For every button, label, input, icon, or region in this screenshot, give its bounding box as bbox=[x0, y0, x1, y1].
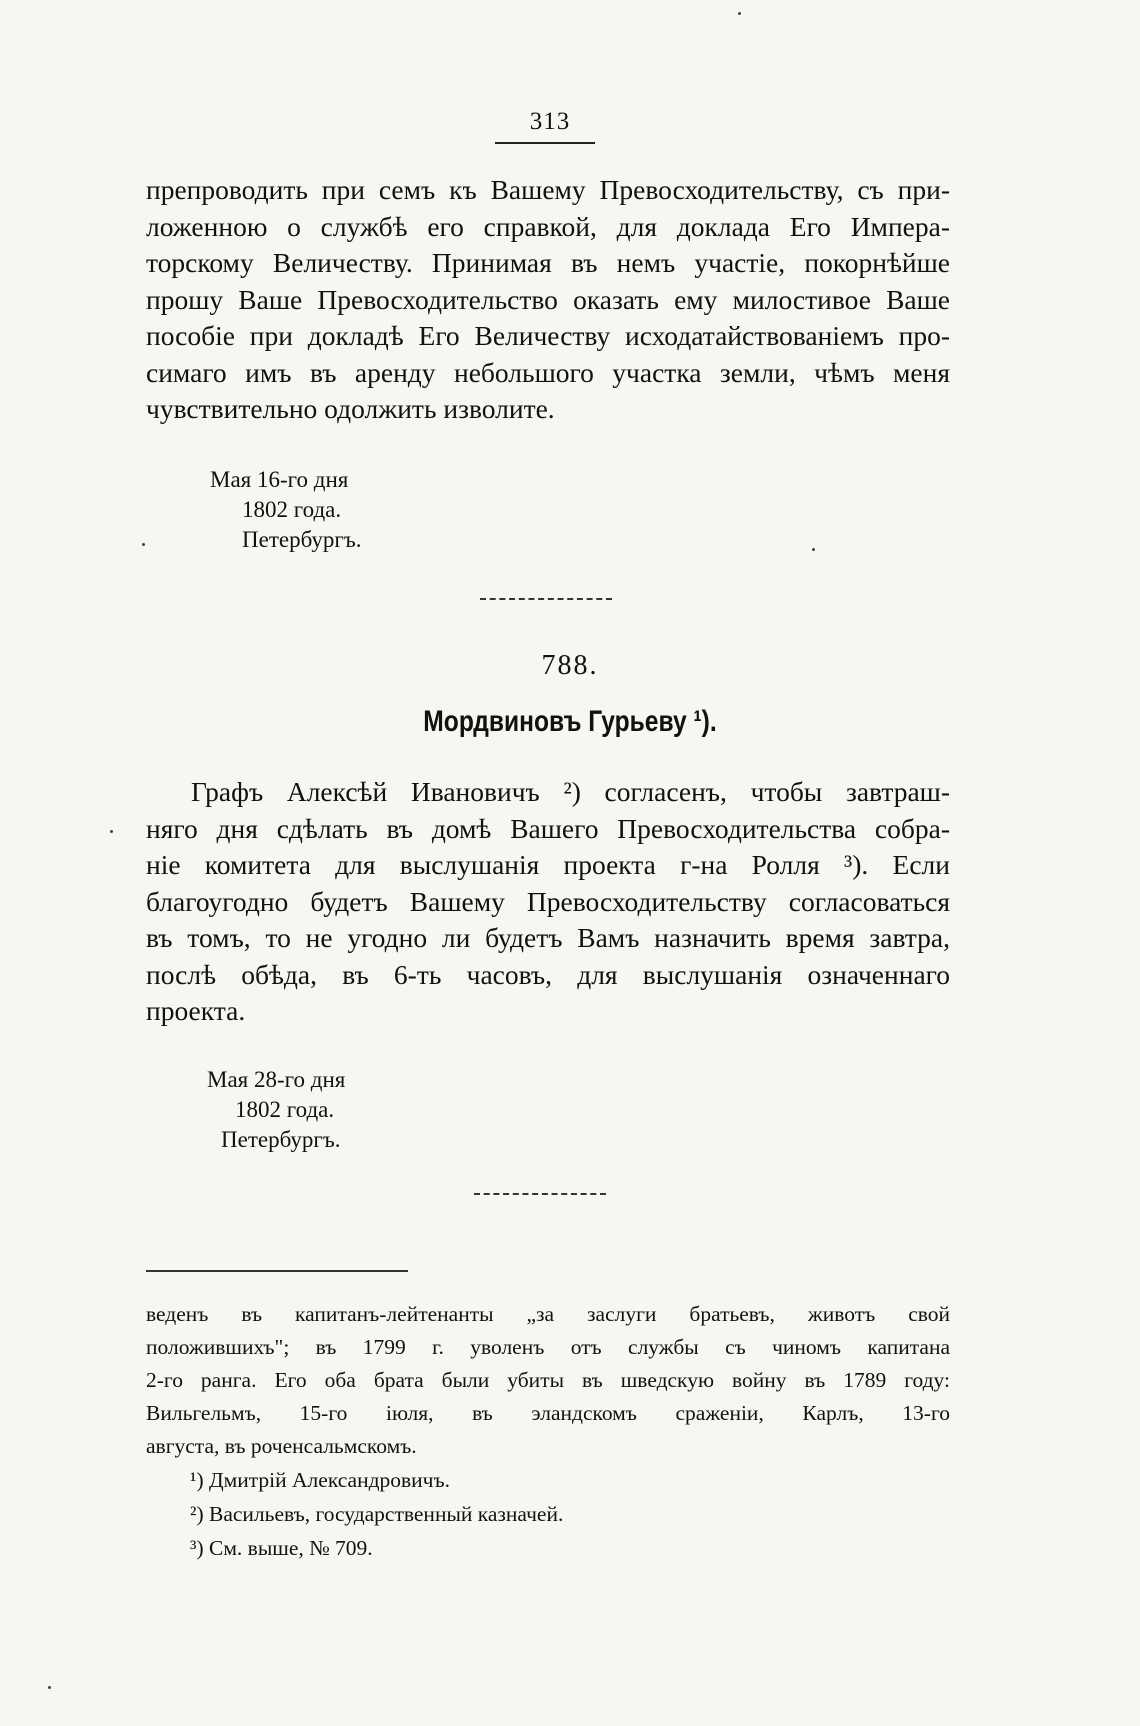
document-year: 1802 года. bbox=[235, 1097, 335, 1122]
letter1-place: Петербургъ. bbox=[242, 527, 362, 552]
footnote-continuation-line: Вильгельмъ, 15-го іюля, въ эландскомъ сраженіи, Карлъ, 13-го bbox=[146, 1401, 950, 1425]
letter1-dateline bbox=[210, 465, 361, 555]
text-line: ложенною о службѣ его справкой, для доклада Его Импера- bbox=[146, 210, 950, 242]
footnote-2: ²) Васильевъ, государственный казначей. bbox=[190, 1502, 564, 1526]
text-line: въ томъ, то не угодно ли будетъ Вамъ назначить время завтра, bbox=[146, 922, 950, 953]
document-number: 788. bbox=[541, 650, 599, 681]
scan-speck bbox=[110, 830, 113, 833]
scan-speck bbox=[48, 1686, 51, 1689]
scan-speck bbox=[142, 543, 145, 546]
document-date: Мая 28-го дня bbox=[207, 1067, 346, 1092]
footnote-continuation-line: веденъ въ капитанъ-лейтенанты „за заслуги братьевъ, животъ свой bbox=[146, 1302, 950, 1326]
document-body bbox=[146, 774, 950, 1030]
text-line: пособіе при докладѣ Его Величеству исходатайствованіемъ про- bbox=[146, 320, 950, 351]
text-line: благоугодно будетъ Вашему Превосходительству согласоваться bbox=[146, 885, 950, 917]
text-line: няго дня сдѣлать въ домѣ Вашего Превосходительства собра- bbox=[146, 812, 950, 844]
footnote-1: ¹) Дмитрій Александровичъ. bbox=[190, 1468, 450, 1492]
document-dateline bbox=[207, 1065, 345, 1155]
letter-continuation bbox=[146, 172, 950, 428]
document-title: Мордвиновъ Гурьеву ¹). bbox=[423, 705, 717, 738]
document-paragraph bbox=[146, 774, 950, 1030]
page-number: 313 bbox=[529, 108, 571, 135]
letter1-date: Мая 16-го дня bbox=[210, 467, 349, 492]
footnote-continuation-line: августа, въ роченсальмскомъ. bbox=[146, 1434, 417, 1458]
scan-speck bbox=[812, 548, 815, 551]
text-line: чувствительно одолжить изволите. bbox=[146, 393, 555, 424]
letter-continuation-paragraph bbox=[146, 172, 950, 428]
scan-speck bbox=[738, 12, 741, 15]
section-divider bbox=[480, 598, 612, 600]
document-place: Петербургъ. bbox=[221, 1127, 341, 1152]
text-line: препроводить при семъ къ Вашему Превосходительству, съ при- bbox=[146, 174, 950, 205]
letter1-year: 1802 года. bbox=[242, 497, 342, 522]
text-line: Графъ Алексѣй Ивановичъ ²) согласенъ, чтобы завтраш- bbox=[191, 776, 950, 807]
text-line: торскому Величеству. Принимая въ немъ участіе, покорнѣйше bbox=[146, 247, 950, 278]
footnote-continuation-line: 2-го ранга. Его оба брата были убиты въ шведскую войну въ 1789 году: bbox=[146, 1368, 950, 1392]
text-line: симаго имъ въ аренду небольшого участка земли, чѣмъ меня bbox=[146, 356, 950, 388]
footnote-rule bbox=[146, 1270, 408, 1272]
text-line: ніе комитета для выслушанія проекта г-на Ролля ³). Если bbox=[146, 849, 950, 880]
text-line: прошу Ваше Превосходительство оказать ему милостивое Ваше bbox=[146, 283, 950, 315]
footnotes bbox=[146, 1298, 950, 1565]
page-number-rule bbox=[495, 142, 595, 144]
footnote-continuation-line: положившихъ"; въ 1799 г. уволенъ отъ службы съ чиномъ капитана bbox=[146, 1335, 950, 1359]
footnote-3: ³) См. выше, № 709. bbox=[190, 1536, 373, 1560]
text-line: послѣ обѣда, въ 6-ть часовъ, для выслушанія означеннаго bbox=[146, 958, 950, 990]
text-line: проекта. bbox=[146, 995, 246, 1026]
section-divider bbox=[474, 1193, 606, 1195]
